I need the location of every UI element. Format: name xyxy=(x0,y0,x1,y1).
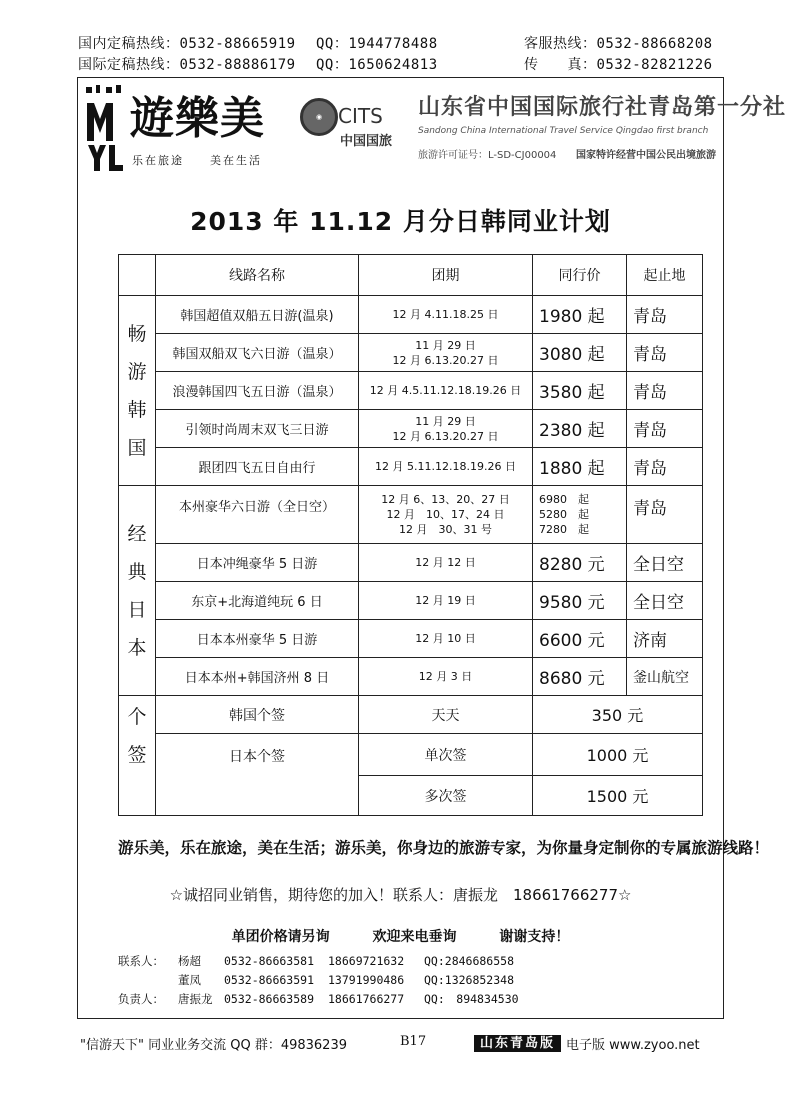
route-name: 引领时尚周末双飞三日游 xyxy=(156,410,359,448)
visa-type: 天天 xyxy=(359,696,533,734)
call-item: 单团价格请另询 xyxy=(231,929,330,945)
tour-price: 8680 元 xyxy=(533,658,627,696)
tour-price: 8280 元 xyxy=(533,544,627,582)
tour-dates: 12 月 10 日 xyxy=(359,620,533,658)
table-row xyxy=(119,334,703,372)
tour-price: 1880 起 xyxy=(533,448,627,486)
tour-dates: 12 月 4.11.18.25 日 xyxy=(359,296,533,334)
tour-destination: 青岛 xyxy=(627,410,703,448)
visa-type: 单次签 xyxy=(359,734,533,776)
table-row xyxy=(119,296,703,334)
tour-destination: 青岛 xyxy=(627,448,703,486)
header-price: 同行价 xyxy=(533,255,627,296)
intl-qq: QQ：1650624813 xyxy=(316,57,438,73)
tour-destination: 釜山航空 xyxy=(627,658,703,696)
page-number: B17 xyxy=(400,1034,427,1049)
route-name: 东京+北海道纯玩 6 日 xyxy=(156,582,359,620)
tour-destination: 青岛 xyxy=(627,486,703,544)
brand-name: 遊樂美 xyxy=(130,93,265,144)
tour-dates: 12 月 19 日 xyxy=(359,582,533,620)
intl-hotline: 国际定稿热线：0532-88886179 xyxy=(78,57,296,73)
table-row xyxy=(119,410,703,448)
authorization-text: 国家特许经营中国公民出境旅游 xyxy=(576,150,716,161)
page-title: 2013 年 11.12 月分日韩同业计划 xyxy=(190,207,611,236)
contact-row: 董凤 0532-86663591 13791990486 QQ:1326852348 xyxy=(178,973,515,987)
route-name: 韩国超值双船五日游(温泉) xyxy=(156,296,359,334)
table-row xyxy=(119,544,703,582)
category-visa: 个 签 xyxy=(119,696,156,816)
tour-schedule-table xyxy=(118,254,703,816)
route-name: 浪漫韩国四飞五日游（温泉） xyxy=(156,372,359,410)
myl-logo-icon xyxy=(84,83,126,175)
route-name: 跟团四飞五日自由行 xyxy=(156,448,359,486)
cits-chinese: 中国国旅 xyxy=(340,134,393,149)
tour-dates: 11 月 29 日 12 月 6.13.20.27 日 xyxy=(359,410,533,448)
visa-korea: 韩国个签 xyxy=(156,696,359,734)
cits-logo-icon: ◉ xyxy=(300,98,338,136)
table-row xyxy=(119,658,703,696)
qq-group-info: "信游天下" 同业业务交流 QQ 群：49836239 xyxy=(80,1038,347,1053)
tour-destination: 青岛 xyxy=(627,334,703,372)
flyer-frame xyxy=(77,77,787,1019)
tour-destination: 青岛 xyxy=(627,296,703,334)
license-number: 旅游许可证号：L-SD-CJ00004 xyxy=(418,150,557,161)
route-name: 日本本州豪华 5 日游 xyxy=(156,620,359,658)
table-row xyxy=(119,486,703,544)
header-dates: 团期 xyxy=(359,255,533,296)
table-row xyxy=(119,734,703,776)
call-item: 谢谢支持！ xyxy=(499,929,570,945)
route-name: 日本本州+韩国济州 8 日 xyxy=(156,658,359,696)
visa-type: 多次签 xyxy=(359,776,533,816)
tour-dates: 12 月 4.5.11.12.18.19.26 日 xyxy=(359,372,533,410)
recruit-notice: ☆诚招同业销售，期待您的加入！联系人：唐振龙 18661766277☆ xyxy=(169,886,632,904)
fax-number: 传 真：0532-82821226 xyxy=(524,57,713,73)
company-name: 山东省中国国际旅行社青岛第一分社 xyxy=(418,95,787,120)
category-japan: 经 典 日 本 xyxy=(119,486,156,696)
tour-dates: 12 月 3 日 xyxy=(359,658,533,696)
domestic-qq: QQ：1944778488 xyxy=(316,36,438,52)
tour-dates: 12 月 5.11.12.18.19.26 日 xyxy=(359,448,533,486)
table-row xyxy=(119,372,703,410)
brand-slogan: 乐在旅途 美在生活 xyxy=(132,154,262,167)
tour-price: 3580 起 xyxy=(533,372,627,410)
tour-price: 3080 起 xyxy=(533,334,627,372)
edition-badge: 山东青岛版 xyxy=(474,1032,561,1051)
tour-dates: 12 月 6、13、20、27 日 12 月 10、17、24 日 12 月 30、31 号 xyxy=(359,486,533,544)
tour-price: 6600 元 xyxy=(533,620,627,658)
tour-price: 6980 起 5280 起 7280 起 xyxy=(533,486,627,544)
route-name: 韩国双船双飞六日游（温泉） xyxy=(156,334,359,372)
table-row xyxy=(119,582,703,620)
contact-row: 联系人： 杨超 0532-86663581 18669721632 QQ:2846686558 xyxy=(118,954,515,968)
contact-list xyxy=(118,953,519,1010)
domestic-hotline: 国内定稿热线：0532-88665919 xyxy=(78,36,296,52)
route-name: 本州豪华六日游（全日空） xyxy=(156,486,359,544)
call-item: 欢迎来电垂询 xyxy=(372,929,457,945)
contact-row: 负责人： 唐振龙 0532-86663589 18661766277 QQ: 894834530 xyxy=(118,992,519,1006)
promo-slogan: 游乐美，乐在旅途，美在生活；游乐美，你身边的旅游专家，为你量身定制你的专属旅游线路！ xyxy=(118,838,770,857)
tour-destination: 全日空 xyxy=(627,544,703,582)
tour-destination: 全日空 xyxy=(627,582,703,620)
company-english: Sandong China International Travel Service Qingdao first branch xyxy=(418,126,709,136)
tour-price: 1980 起 xyxy=(533,296,627,334)
table-row xyxy=(119,448,703,486)
header-destination: 起止地 xyxy=(627,255,703,296)
call-to-action xyxy=(78,926,723,946)
visa-japan: 日本个签 xyxy=(156,734,359,816)
table-row xyxy=(119,620,703,658)
tour-dates: 11 月 29 日 12 月 6.13.20.27 日 xyxy=(359,334,533,372)
category-korea: 畅 游 韩 国 xyxy=(119,296,156,486)
edition-url: 电子版 www.zyoo.net xyxy=(566,1038,700,1053)
tour-price: 2380 起 xyxy=(533,410,627,448)
header-blank xyxy=(119,255,156,296)
tour-destination: 青岛 xyxy=(627,372,703,410)
tour-destination: 济南 xyxy=(627,620,703,658)
route-name: 日本冲绳豪华 5 日游 xyxy=(156,544,359,582)
visa-price: 1500 元 xyxy=(533,776,703,816)
header-route: 线路名称 xyxy=(156,255,359,296)
tour-dates: 12 月 12 日 xyxy=(359,544,533,582)
cits-english: CITS xyxy=(338,104,383,128)
table-row xyxy=(119,696,703,734)
tour-price: 9580 元 xyxy=(533,582,627,620)
service-hotline: 客服热线：0532-88668208 xyxy=(524,36,713,52)
table-header-row xyxy=(119,255,703,296)
visa-price: 1000 元 xyxy=(533,734,703,776)
visa-price: 350 元 xyxy=(533,696,703,734)
